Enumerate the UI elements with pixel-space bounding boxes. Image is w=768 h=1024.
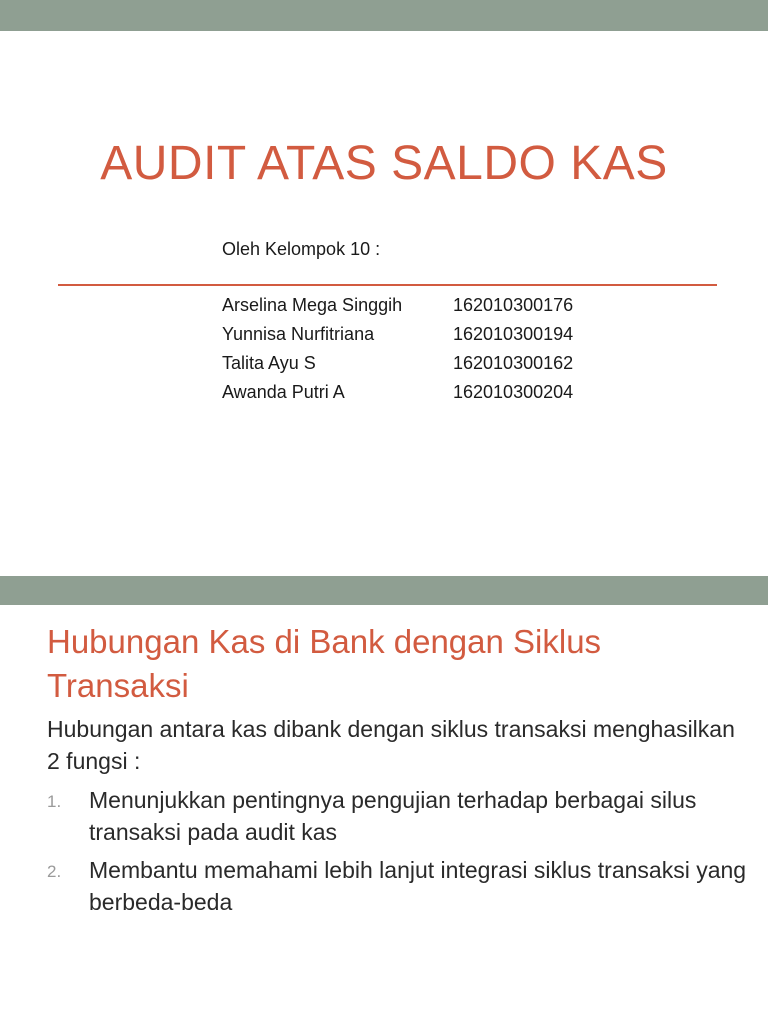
member-name: Awanda Putri A — [222, 382, 345, 402]
member-row — [222, 320, 573, 349]
function-list — [47, 784, 747, 924]
slide1-top-band — [0, 0, 768, 31]
member-list — [222, 291, 573, 407]
member-nim: 162010300176 — [453, 295, 574, 315]
member-name: Yunnisa Nurfitriana — [222, 324, 375, 344]
list-item — [47, 854, 747, 918]
list-item — [47, 784, 747, 848]
member-row — [222, 378, 573, 407]
member-row — [222, 349, 573, 378]
slide1-subtitle: Oleh Kelompok 10 : — [222, 239, 381, 259]
member-row — [222, 291, 573, 320]
slide2-top-band — [0, 576, 768, 605]
list-number: 2. — [47, 862, 62, 881]
slide2-intro: Hubungan antara kas dibank dengan siklus transaksi menghasilkan 2 fungsi : — [47, 716, 735, 774]
slide1-title: AUDIT ATAS SALDO KAS — [100, 137, 668, 190]
member-nim: 162010300194 — [453, 324, 574, 344]
member-nim: 162010300162 — [453, 353, 574, 373]
list-number: 1. — [47, 792, 62, 811]
member-name: Talita Ayu S — [222, 353, 316, 373]
member-nim: 162010300204 — [453, 382, 574, 402]
list-item-text: Membantu memahami lebih lanjut integrasi siklus transaksi yang berbeda-beda — [89, 857, 747, 915]
divider-line — [58, 284, 717, 286]
member-name: Arselina Mega Singgih — [222, 295, 403, 315]
list-item-text: Menunjukkan pentingnya pengujian terhadap berbagai silus transaksi pada audit kas — [89, 787, 697, 845]
slide2-title: Hubungan Kas di Bank dengan Siklus Transaksi — [47, 623, 602, 704]
